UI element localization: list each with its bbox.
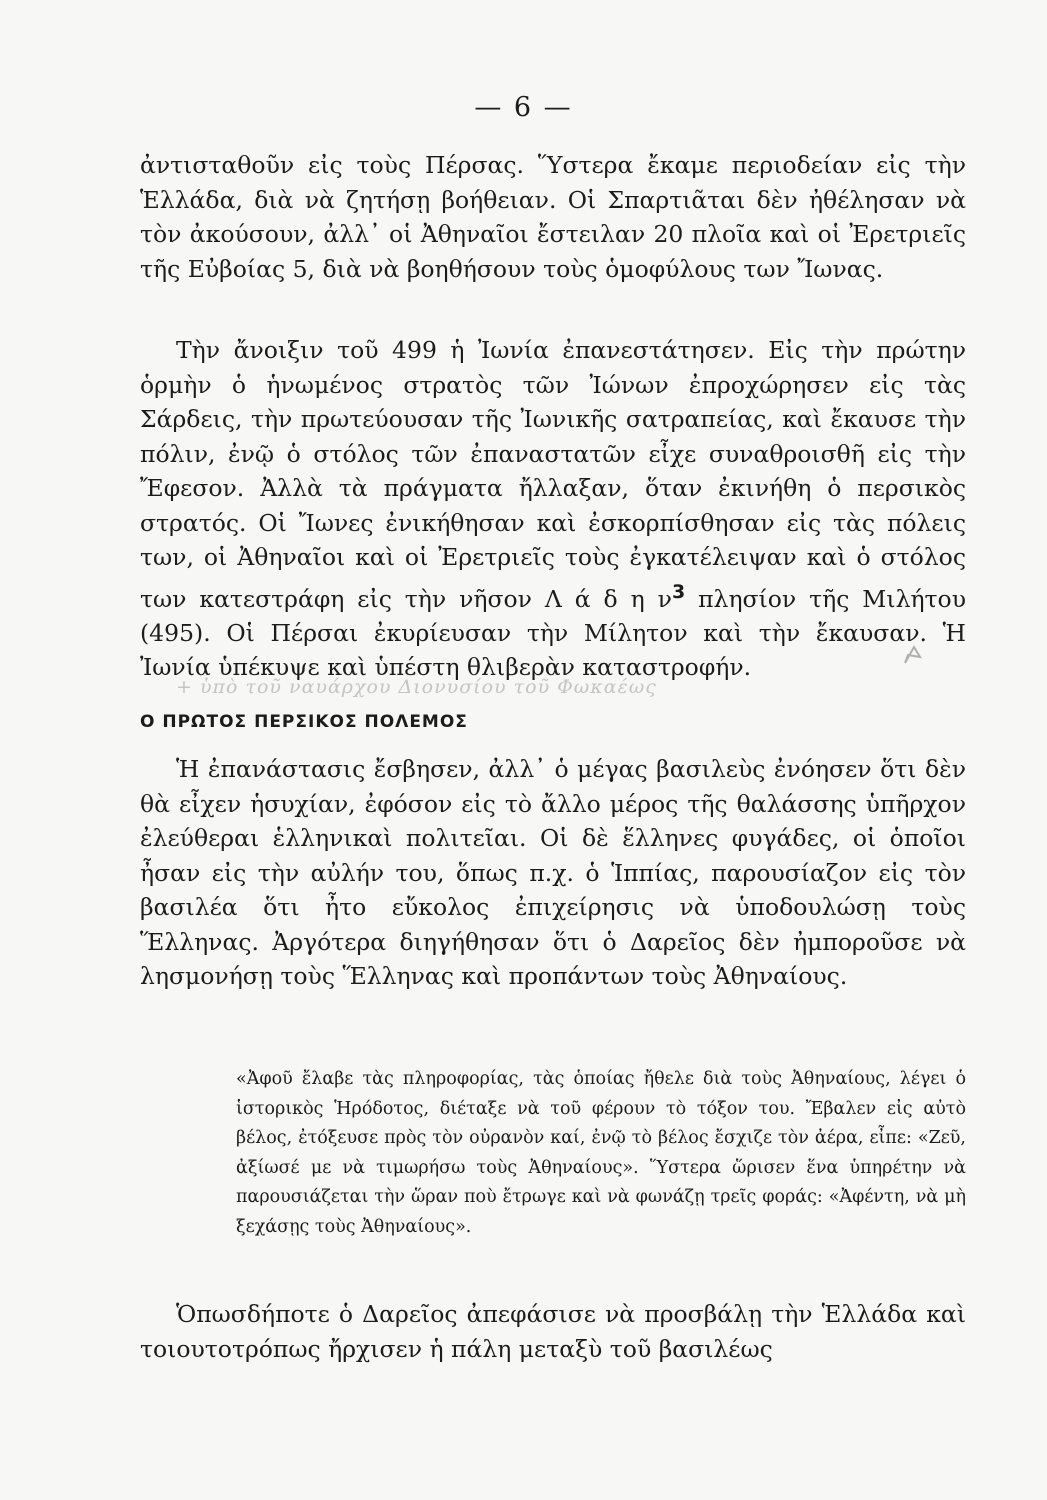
- paragraph-3: Ἡ ἐπανάστασις ἔσβησεν, ἀλλ᾿ ὁ μέγας βασιλεὺς ἐνόησεν ὅτι δὲν θὰ εἶχεν ἡσυχίαν, ἐφόσον εἰς τὸ ἄλλο μέρος τῆς θαλάσσης ὑπῆρχον ἐλεύθεραι ἑλληνικαὶ πολιτεῖαι. Οἱ δὲ ἕλληνες φυγάδες, οἱ ὁποῖοι ἦσαν εἰς τὴν αὐλήν του, ὅπως π.χ. ὁ Ἱππίας, παρουσίαζον εἰς τὸν βασιλέα ὅτι ἦτο εὔκολος ἐπιχείρησις νὰ ὑποδουλώσῃ τοὺς Ἕλληνας. Ἀργότερα διηγήθησαν ὅτι ὁ Δαρεῖος δὲν ἠμποροῦσε νὰ λησμονήσῃ τοὺς Ἕλληνας καὶ προπάντων τοὺς Ἀθηναίους.: [140, 755, 966, 990]
- pencil-mark-icon: [902, 643, 924, 667]
- paragraph-2-block: [140, 333, 966, 685]
- section-heading: Ο ΠΡΩΤΟΣ ΠΕΡΣΙΚΟΣ ΠΟΛΕΜΟΣ: [140, 712, 468, 732]
- page-number: — 6 —: [474, 92, 573, 123]
- paragraph-1: ἀντισταθοῦν εἰς τοὺς Πέρσας. Ὕστερα ἔκαμε περιοδείαν εἰς τὴν Ἑλλάδα, διὰ νὰ ζητήσῃ βοήθειαν. Οἱ Σπαρτιᾶται δὲν ἠθέλησαν νὰ τὸν ἀκούσουν, ἀλλ᾿ οἱ Ἀθηναῖοι ἔστειλαν 20 πλοῖα καὶ οἱ Ἐρετριεῖς τῆς Εὐβοίας 5, διὰ νὰ βοηθήσουν τοὺς ὁμοφύλους των Ἴωνας.: [140, 151, 966, 283]
- paragraph-2-text-after: πλησίον τῆς Μιλήτου (495). Οἱ Πέρσαι ἐκυρίευσαν τὴν Μίλητον καὶ τὴν ἔκαυσαν. Ἡ Ἰωνία ὑπέκυψε καὶ ὑπέστη θλιβερὰν καταστροφήν.: [140, 584, 966, 682]
- handwritten-footnote-mark: 3: [671, 580, 686, 603]
- herodotus-quote: «Ἀφοῦ ἔλαβε τὰς πληροφορίας, τὰς ὁποίας ἤθελε διὰ τοὺς Ἀθηναίους, λέγει ὁ ἱστορικὸς Ἡρόδοτος, διέταξε νὰ τοῦ φέρουν τὸ τόξον του. Ἔβαλεν εἰς αὐτὸ βέλος, ἐτόξευσε πρὸς τὸν οὐρανὸν καί, ἐνῷ τὸ βέλος ἔσχιζε τὸν ἀέρα, εἶπε: «Ζεῦ, ἀξίωσέ με νὰ τιμωρήσω τοὺς Ἀθηναίους». Ὕστερα ὥρισεν ἕνα ὑπηρέτην νὰ παρουσιάζεται τὴν ὥραν ποὺ ἔτρωγε καὶ νὰ φωνάζῃ τρεῖς φοράς: «Ἀφέντη, νὰ μὴ ξεχάσῃς τοὺς Ἀθηναίους».: [236, 1069, 966, 1237]
- handwritten-margin-note: + ὑπὸ τοῦ ναυάρχου Διονυσίου τοῦ Φωκαέως: [176, 676, 657, 698]
- paragraph-4-block: [140, 1297, 966, 1366]
- paragraph-4: Ὁπωσδήποτε ὁ Δαρεῖος ἀπεφάσισε νὰ προσβάλῃ τὴν Ἑλλάδα καὶ τοιουτοτρόπως ἤρχισεν ἡ πάλη μεταξὺ τοῦ βασιλέως: [140, 1300, 966, 1363]
- paragraph-1-block: [140, 148, 966, 286]
- paragraph-2-text-before: Τὴν ἄνοιξιν τοῦ 499 ἡ Ἰωνία ἐπανεστάτησεν. Εἰς τὴν πρώτην ὁρμὴν ὁ ἡνωμένος στρατὸς τῶν Ἰώνων ἐπροχώρησεν εἰς τὰς Σάρδεις, τὴν πρωτεύουσαν τῆς Ἰωνικῆς σατραπείας, καὶ ἔκαυσε τὴν πόλιν, ἐνῷ ὁ στόλος τῶν ἐπαναστατῶν εἶχε συναθροισθῆ εἰς τὴν Ἔφεσον. Ἀλλὰ τὰ πράγματα ἤλλαξαν, ὅταν ἐκινήθη ὁ περσικὸς στρατός. Οἱ Ἴωνες ἐνικήθησαν καὶ ἐσκορπίσθησαν εἰς τὰς πόλεις των, οἱ Ἀθηναῖοι καὶ οἱ Ἐρετριεῖς τοὺς ἐγκατέλειψαν καὶ ὁ στόλος των κατεστράφη εἰς τὴν νῆσον: [140, 336, 966, 613]
- spaced-place-name: Λ ά δ η ν: [544, 584, 672, 613]
- paragraph-2: [140, 333, 966, 685]
- paragraph-3-block: [140, 752, 966, 994]
